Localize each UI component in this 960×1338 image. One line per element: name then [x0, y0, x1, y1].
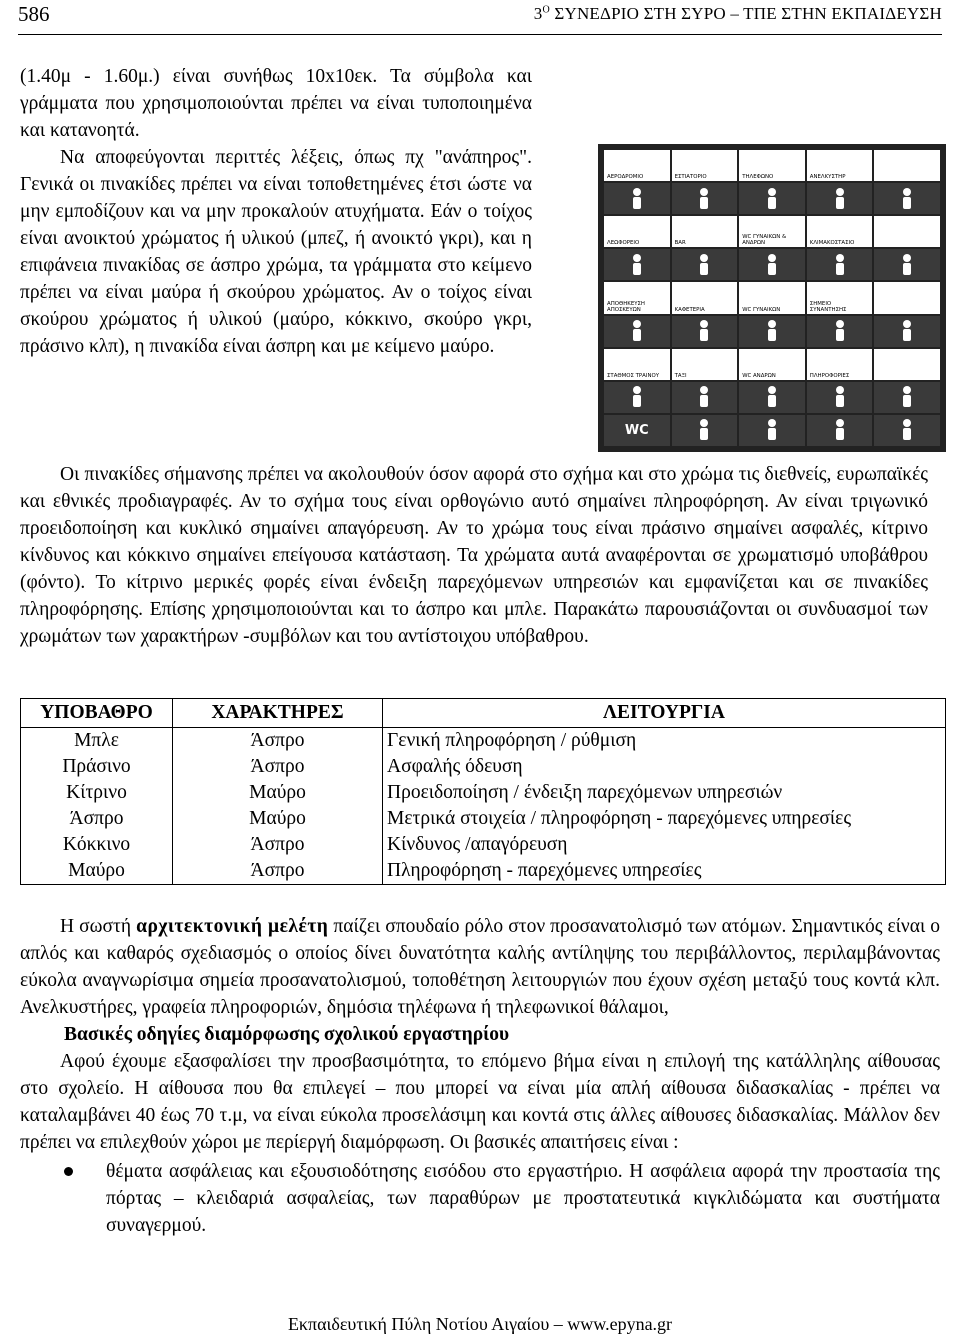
pictogram-icon	[604, 183, 670, 214]
wc-sign-label: WC	[624, 422, 649, 438]
sign-label: ΣΤΑΘΜΟΣ ΤΡΑΙΝΟΥ	[607, 372, 660, 379]
arch-text-bold: αρχιτεκτονική μελέτη	[136, 916, 329, 937]
sign-label: ΚΑΦΕΤΕΡΙΑ	[674, 306, 705, 313]
table-row	[21, 780, 946, 806]
running-head-text: ΣΥΝΕΔΡΙΟ ΣΤΗ ΣΥΡΟ – ΤΠΕ ΣΤΗΝ ΕΚΠΑΙΔΕΥΣΗ	[549, 4, 942, 23]
arch-text-pre: Η σωστή	[60, 916, 137, 937]
sign-label-cell	[874, 282, 940, 313]
pictogram-icon	[874, 249, 940, 280]
sign-label-cell	[604, 150, 670, 181]
sign-label: WC ΓΥΝΑΙΚΩΝ & ΑΝΔΡΩΝ	[742, 234, 787, 247]
sign-label-cell	[672, 150, 738, 181]
page-number: 586	[18, 2, 50, 26]
pictogram-icon	[739, 183, 805, 214]
requirements-list	[20, 1158, 940, 1239]
running-head-num: 3	[533, 4, 543, 23]
pictogram-icon	[739, 249, 805, 280]
pictogram-icon	[739, 382, 805, 413]
cell-function: Γενική πληροφόρηση / ρύθμιση	[383, 728, 946, 755]
sign-label-cell	[807, 349, 873, 380]
signage-text: Οι πινακίδες σήμανσης πρέπει να ακολουθούν όσον αφορά στο σχήμα και στο χρώμα τις διεθνείς, ευρωπαϊκές και εθνικές προδιαγραφές. Αν το σχήμα τους είναι ορθογώνιο αυτό σημαίνει πληροφόρηση. Αν είναι τριγωνικό προειδοποίηση και κυκλικό σημαίνει απαγόρευση. Αν το χρώμα τους είναι πράσινο σημαίνει ασφαλές, κίτρινο κίνδυνος και κόκκινο σημαίνει επείγουσα κατάσταση. Τα χρώματα αυτά αναφέρονται σε χρωματισμό υποβάθρου (φόντο). Το κίτρινο μερικές φορές είναι ένδειξη παρεχόμενων υπηρεσιών και εμφανίζεται και σε πινακίδες πληροφόρησης. Επίσης χρησιμοποιούνται και το άσπρο και μπλε. Παρακάτω παρουσιάζονται οι συνδυασμοί των χρωμάτων των χαρακτήρων -συμβόλων και του αντίστοιχου υπόβαθρου.	[20, 464, 928, 647]
sign-label-cell	[874, 216, 940, 247]
sign-label: BAR	[674, 240, 686, 247]
cell-function: Προειδοποίηση / ένδειξη παρεχόμενων υπηρεσιών	[383, 780, 946, 806]
sign-label-cell	[604, 282, 670, 313]
sign-label: WC ΑΝΔΡΩΝ	[742, 372, 776, 379]
list-item	[20, 1158, 940, 1239]
pictogram-icon	[807, 183, 873, 214]
signage-figure	[598, 144, 946, 452]
color-legend-table	[20, 698, 946, 885]
table-row	[21, 832, 946, 858]
list-item-text: θέματα ασφάλειας και εξουσιοδότησης εισόδου στο εργαστήριο. Η ασφάλεια αφορά την προστασία της πόρτας – κλειδαριά ασφαλείας, των παραθύρων με προστατευτικά κιγκλιδώματα και συστήματα συναγερμού.	[106, 1161, 940, 1236]
footer: Εκπαιδευτική Πύλη Νοτίου Αιγαίου – www.epyna.gr	[287, 1314, 673, 1334]
cell-characters: Άσπρο	[173, 754, 383, 780]
sign-label: ΣΗΜΕΙΟ ΣΥΝΑΝΤΗΣΗΣ	[809, 300, 847, 313]
table-row	[21, 806, 946, 832]
cell-characters: Άσπρο	[173, 728, 383, 755]
pictogram-icon	[874, 316, 940, 347]
sign-label-cell	[807, 216, 873, 247]
cell-function: Πληροφόρηση - παρεχόμενες υπηρεσίες	[383, 858, 946, 885]
pictogram-icon	[672, 415, 738, 446]
cell-function: Κίνδυνος /απαγόρευση	[383, 832, 946, 858]
pictogram-icon	[672, 249, 738, 280]
architecture-section	[20, 913, 940, 1239]
cell-characters: Άσπρο	[173, 858, 383, 885]
cell-background: Μπλε	[21, 728, 173, 755]
cell-characters: Μαύρο	[173, 806, 383, 832]
header-rule	[18, 34, 942, 35]
sign-label-cell	[739, 150, 805, 181]
pictogram-icon	[739, 415, 805, 446]
sign-label-cell	[874, 150, 940, 181]
sign-label: ΛΕΩΦΟΡΕΙΟ	[607, 240, 640, 247]
pictogram-icon	[807, 382, 873, 413]
cell-background: Κίτρινο	[21, 780, 173, 806]
section-subheading: Βασικές οδηγίες διαμόρφωσης σχολικού εργαστηρίου	[64, 1024, 510, 1045]
sign-label-cell	[807, 282, 873, 313]
intro-column	[20, 63, 532, 360]
table-row	[21, 858, 946, 885]
signage-grid	[604, 150, 940, 446]
sign-label: ΑΠΟΘΗΚΕΥΣΗ ΑΠΟΣΚΕΥΩΝ	[607, 300, 645, 313]
sign-label-cell	[604, 349, 670, 380]
arch-text-post: παίζει σπουδαίο ρόλο στον προσανατολισμό των ατόμων. Σημαντικός είναι ο απλός και καθαρός σχεδιασμός ο οποίος δίνει δυνατότητα καλής αντίληψης του περιβάλλοντος, περιλαμβάνοντας εύκολα αναγνωρίσιμα σημεία προσανατολισμού, τοποθέτηση λειτουργιών που έχουν σχέση μεταξύ τους κοντά κλπ. Ανελκυστήρες, γραφεία πληροφοριών, δημόσια τηλέφωνα ή τηλεφωνικοί θάλαμοι,	[20, 916, 940, 1018]
table-row	[21, 754, 946, 780]
cell-background: Πράσινο	[21, 754, 173, 780]
table-row	[21, 728, 946, 755]
cell-function: Ασφαλής όδευση	[383, 754, 946, 780]
cell-characters: Μαύρο	[173, 780, 383, 806]
pictogram-icon	[604, 382, 670, 413]
running-head-sup: Ο	[542, 4, 550, 16]
sign-label: ΕΣΤΙΑΤΟΡΙΟ	[674, 174, 707, 181]
pictogram-icon	[807, 415, 873, 446]
cell-background: Άσπρο	[21, 806, 173, 832]
cell-background: Κόκκινο	[21, 832, 173, 858]
pictogram-icon	[604, 316, 670, 347]
sign-label-cell	[672, 216, 738, 247]
pictogram-icon	[672, 183, 738, 214]
sign-label: ΚΛΙΜΑΚΟΣΤΑΣΙΟ	[809, 240, 855, 247]
bullet-icon	[64, 1167, 73, 1176]
intro-paragraph-2: Να αποφεύγονται περιττές λέξεις, όπως πχ "ανάπηρος". Γενικά οι πινακίδες πρέπει να είναι τοποθετημένες έτσι ώστε να μην εμποδίζουν και να μην προκαλούν ατυχήματα. Εάν ο τοίχος είναι ανοικτού χρώματος ή υλικού (μπεζ, ή ανοικτό γκρι), και η επιφάνεια πινακίδας σε άσπρο χρώμα, τα γράμματα στο κείμενο πρέπει να είναι μαύρα ή σκούρου χρώματος. Αν ο τοίχος είναι σκούρου χρώματος ή υλικού (μαύρο, κόκκινο, σκούρο γκρι, πράσινο κλπ), η πινακίδα είναι άσπρη και με κείμενο μαύρο.	[20, 147, 532, 357]
sign-label-cell	[604, 216, 670, 247]
sign-label: ΠΛΗΡΟΦΟΡΙΕΣ	[809, 372, 850, 379]
sign-label: WC ΓΥΝΑΙΚΩΝ	[742, 306, 781, 313]
sign-label: ΤΗΛΕΦΩΝΟ	[742, 174, 774, 181]
sign-label: ΤΑΞΙ	[674, 372, 687, 379]
pictogram-icon	[874, 382, 940, 413]
pictogram-icon	[807, 249, 873, 280]
pictogram-icon	[874, 183, 940, 214]
header-function: ΛΕΙΤΟΥΡΓΙΑ	[383, 699, 946, 728]
cell-background: Μαύρο	[21, 858, 173, 885]
sign-label-cell	[739, 282, 805, 313]
sign-label-cell	[672, 349, 738, 380]
sign-label-cell	[672, 282, 738, 313]
sign-label-cell	[807, 150, 873, 181]
sign-label-cell	[739, 216, 805, 247]
sign-label-cell	[739, 349, 805, 380]
pictogram-icon	[672, 316, 738, 347]
cell-characters: Άσπρο	[173, 832, 383, 858]
sign-label-cell	[874, 349, 940, 380]
header-characters: ΧΑΡΑΚΤΗΡΕΣ	[173, 699, 383, 728]
sign-label: ΑΕΡΟΔΡΟΜΙΟ	[607, 174, 644, 181]
pictogram-icon	[739, 316, 805, 347]
pictogram-icon	[672, 382, 738, 413]
cell-function: Μετρικά στοιχεία / πληροφόρηση - παρεχόμενες υπηρεσίες	[383, 806, 946, 832]
signage-paragraph	[20, 461, 928, 650]
intro-paragraph-1: (1.40μ - 1.60μ.) είναι συνήθως 10x10εκ. Τα σύμβολα και γράμματα που χρησιμοποιούνται πρέπει να είναι τυποποιημένα και κατανοητά.	[20, 66, 532, 141]
running-head	[534, 4, 942, 24]
pictogram-icon	[807, 316, 873, 347]
architecture-paragraph	[20, 913, 940, 1021]
pictogram-icon	[604, 249, 670, 280]
header-background: ΥΠΟΒΑΘΡΟ	[21, 699, 173, 728]
wc-sign	[604, 415, 670, 446]
lab-paragraph: Αφού έχουμε εξασφαλίσει την προσβασιμότητα, το επόμενο βήμα είναι η επιλογή της κατάλληλης αίθουσας στο σχολείο. Η αίθουσα που θα επιλεγεί – που μπορεί να είναι μία απλή αίθουσα διδασκαλίας - πρέπει να καταλαμβάνει 40 έως 70 τ.μ, να είναι εύκολα προσελάσιμη και κοντά στις άλλες αίθουσες διδασκαλίας. Μάλλον δεν πρέπει να επιλεχθούν χώροι με περίεργή διαμόρφωση. Οι βασικές απαιτήσεις είναι :	[20, 1051, 940, 1153]
table-header-row	[21, 699, 946, 728]
pictogram-icon	[874, 415, 940, 446]
sign-label: ΑΝΕΛΚΥΣΤΗΡ	[809, 174, 846, 181]
